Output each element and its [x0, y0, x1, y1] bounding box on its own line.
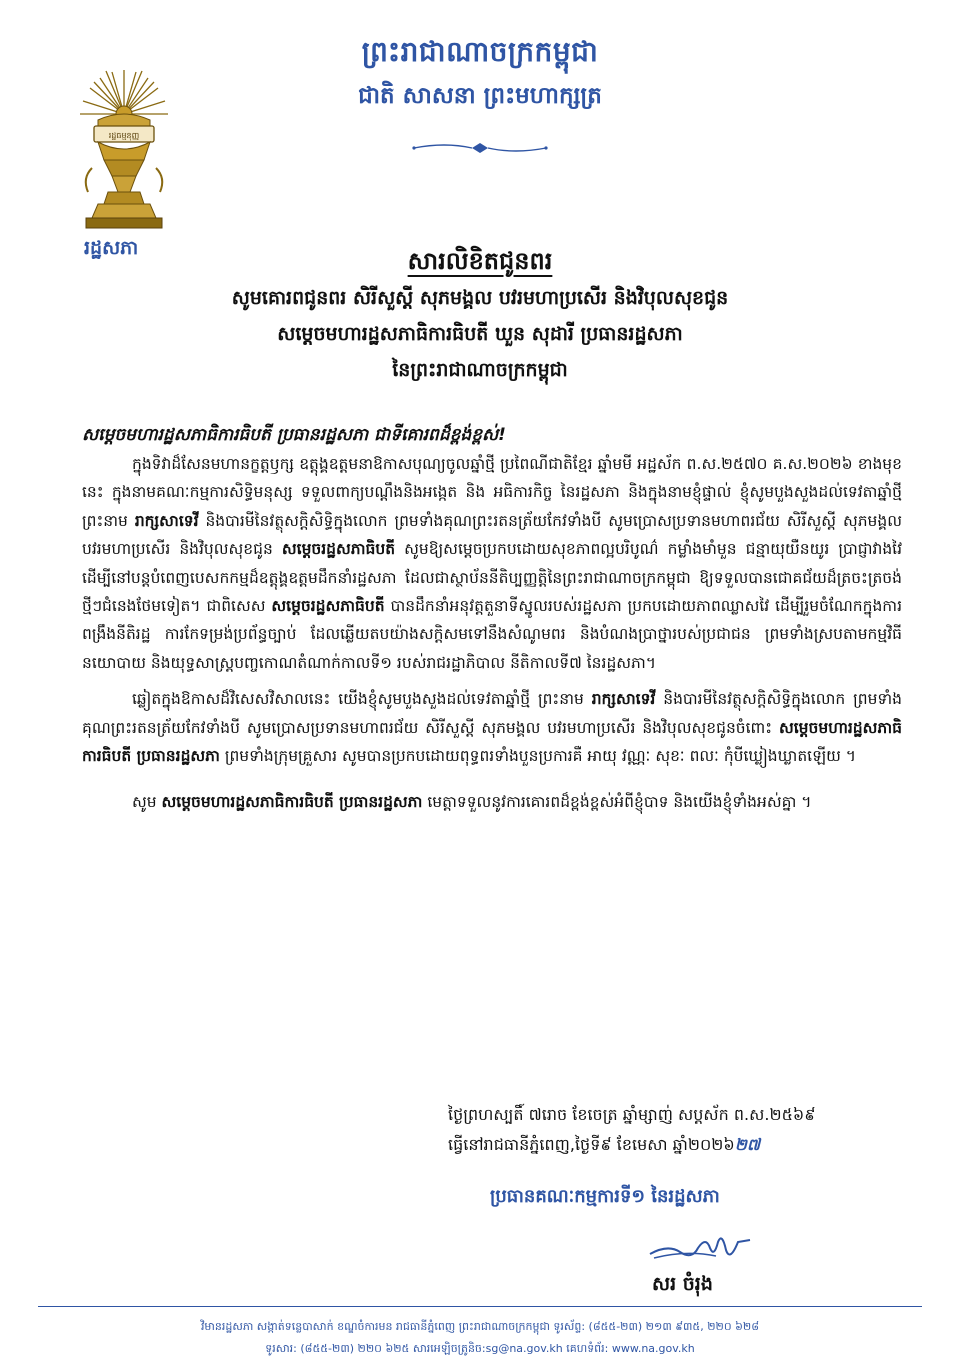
- p1-text-b: និងបារមីនៃវត្ថុសក្តិសិទ្ធិក្នុងលោក ព្រមទាំងគុណព្រះរតនត្រ័យកែវទាំងបី សូមប្រោសប្រទានមហាពរជ័យ សិរីសួស្តី សុភមង្គល បវរមហាប្រសើរ និងវិបុលសុខជូន: [82, 511, 902, 559]
- emblem-inscription: រដ្ឋធម្មនុញ្ញ: [108, 131, 140, 140]
- p2-text-c: ព្រមទាំងក្រុមគ្រួសារ សូមបានប្រកបដោយពុទ្ធពរទាំងបួនប្រការគឺ អាយុ វណ្ណៈ សុខៈ ពលៈ កុំបីឃ្លៀងឃ្លាតឡើយ ។: [219, 747, 856, 766]
- p1-deity-name: រាក្សសាទេវី: [134, 511, 199, 530]
- p2-text-a: ឆ្លៀតក្នុងឱកាសដ៏វិសេសវិសាលនេះ យើងខ្ញុំសូមបួងសួងដល់ទេវតាឆ្នាំថ្មី ព្រះនាម: [132, 690, 592, 709]
- handwritten-signature-icon: [646, 1228, 756, 1268]
- p2-text-b: និងបារមីនៃវត្ថុសក្តិសិទ្ធិក្នុងលោក ព្រមទាំងគុណព្រះរតនត្រ័យកែវទាំងបី សូមប្រោសប្រទានមហាពរជ័យ សិរីសួស្តី សុភមង្គល បវរមហាប្រសើរ និងវិបុលសុខជូនចំពោះ: [82, 690, 903, 737]
- subtitle-line-1: សូមគោរពជូនពរ សិរីសួស្តី សុភមង្គល បវរមហាប្រសើរ និងវិបុលសុខជូន: [231, 287, 729, 309]
- p2-deity-name: រាក្សសាទេវី: [591, 690, 656, 709]
- national-motto: ជាតិ សាសនា ព្រះមហាក្សត្រ: [358, 83, 602, 109]
- p1-text-c: សូមឱ្យសម្តេចប្រកបដោយសុខភាពល្អបរិបូណ៌ កម្លាំងមាំមួន ជន្មាយុយឺនយូរ ប្រាជ្ញាវាងវៃ ដើម្បីនៅបន្តបំពេញបេសកកម្មដ៏ឧត្តុង្គឧត្តមដឹកនាំរដ្ឋសភា ដែលជាស្ថាប័ននីតិប្បញ្ញត្តិនៃព្រះរាជាណាចក្រកម្ពុជា ឱ្យទទួលបានជោគជ័យដ៏ត្រចះត្រចង់ថ្មីៗជំនេងថែមទៀត។ ជាពិសេស: [82, 540, 902, 616]
- ornament-divider-icon: [410, 140, 550, 156]
- kingdom-title: ព្រះរាជាណាចក្រកម្ពុជា: [361, 35, 599, 68]
- signer-position: ប្រធានគណៈកម្មការទី១ នៃរដ្ឋសភា: [490, 1186, 720, 1207]
- lunar-date: ថ្ងៃព្រហស្បតិ៍ ៧រោច ខែចេត្រ ឆ្នាំម្សាញ់ សប្តស័ក ព.ស.២៥៦៩: [448, 1105, 816, 1124]
- subtitle-line-3: នៃព្រះរាជាណាចក្រកម្ពុជា: [392, 359, 568, 381]
- p3-text-b: មេត្តាទទួលនូវការគោរពដ៏ខ្ពង់ខ្ពស់អំពីខ្ញុំបាទ និងយើងខ្ញុំទាំងអស់គ្នា ។: [422, 793, 812, 812]
- signer-name: សរ ចំរុង: [652, 1273, 713, 1295]
- p1-honoree-name: សម្តេចរដ្ឋសភាធិបតី: [281, 540, 396, 559]
- p1-text-d: បានដឹកនាំអនុវត្តតួនាទីស្នូលរបស់រដ្ឋសភា ប្រកបដោយភាពឈ្លាសវៃ ដើម្បីរួមចំណែកក្នុងការពង្រឹងនីតិរដ្ឋ ការកែទម្រង់ប្រព័ន្ធច្បាប់ ដែលឆ្លើយតបយ៉ាងសក្តិសមទៅនឹងសំណូមពរ និងបំណងប្រាថ្នារបស់ប្រជាជន ព្រមទាំងស្របតាមកម្មវិធីនយោបាយ និងយុទ្ធសាស្ត្របញ្ចកោណតំណាក់កាលទី១ របស់រាជរដ្ឋាភិបាល នីតិកាលទី៧ នៃរដ្ឋសភា។: [82, 597, 902, 672]
- p3-honoree-name: សម្តេចមហារដ្ឋសភាធិការធិបតី ប្រធានរដ្ឋសភា: [161, 793, 423, 812]
- p3-text-a: សូម: [132, 793, 162, 812]
- p1-text-a: ក្នុងទិវាដ៏សែនមហានក្ខត្តឫក្ស ឧត្តុង្គឧត្តមនាឱកាសបុណ្យចូលឆ្នាំថ្មី ប្រពៃណីជាតិខ្មែរ ឆ្នាំមមី អដ្ឋស័ក ព.ស.២៥៧០ គ.ស.២០២៦ ខាងមុខនេះ ក្នុងនាមគណៈកម្មការសិទ្ធិមនុស្ស ទទួលពាក្យបណ្តឹងនិងអង្កេត និង អធិការកិច្ច នៃរដ្ឋសភា និងក្នុងនាមខ្ញុំផ្ទាល់ ខ្ញុំសូមបួងសួងដល់ទេវតាឆ្នាំថ្មី ព្រះនាម: [82, 455, 902, 530]
- p1-honoree-name-2: សម្តេចរដ្ឋសភាធិបតី: [271, 597, 385, 616]
- emblem-label: រដ្ឋសភា: [84, 237, 139, 259]
- footer-contact: ទូរសារ: (៨៥៥-២៣) ២២០ ៦២៥ សារអេឡិចត្រូនិច:sg@na.gov.kh គេហទំព័រ: www.na.gov.kh: [265, 1342, 695, 1355]
- letter-body: [82, 450, 902, 817]
- footer-divider: [38, 1306, 922, 1307]
- year-tag: ២៧: [734, 1135, 760, 1154]
- place-date: [448, 1134, 918, 1158]
- salutation: សម្តេចមហារដ្ឋសភាធិការធិបតី ប្រធានរដ្ឋសភា ជាទីគោរពដ៏ខ្ពង់ខ្ពស់!: [82, 425, 506, 445]
- place-date-text: ធ្វើនៅរាជធានីភ្នំពេញ,ថ្ងៃទី៩ ខែមេសា ឆ្នាំ២០២៦: [448, 1135, 735, 1154]
- paragraph-1: [82, 450, 902, 677]
- paragraph-2: [82, 685, 902, 770]
- letter-title: សារលិខិតជូនពរ: [407, 247, 553, 275]
- paragraph-3: [82, 788, 902, 816]
- subtitle-line-2: សម្តេចមហារដ្ឋសភាធិការធិបតី ឃួន សុដារី ប្រធានរដ្ឋសភា: [277, 323, 683, 345]
- p2-honoree-name: សម្តេចមហារដ្ឋសភាធិការធិបតី ប្រធានរដ្ឋសភា: [82, 718, 902, 766]
- footer-address: វិមានរដ្ឋសភា សង្កាត់ទន្លេបាសាក់ ខណ្ឌចំការមន រាជធានីភ្នំពេញ ព្រះរាជាណាចក្រកម្ពុជា ទូរស័ព្ទ: (៨៥៥-២៣) ២១៣ ៩៣៥, ២២០ ៦២៨: [200, 1320, 760, 1333]
